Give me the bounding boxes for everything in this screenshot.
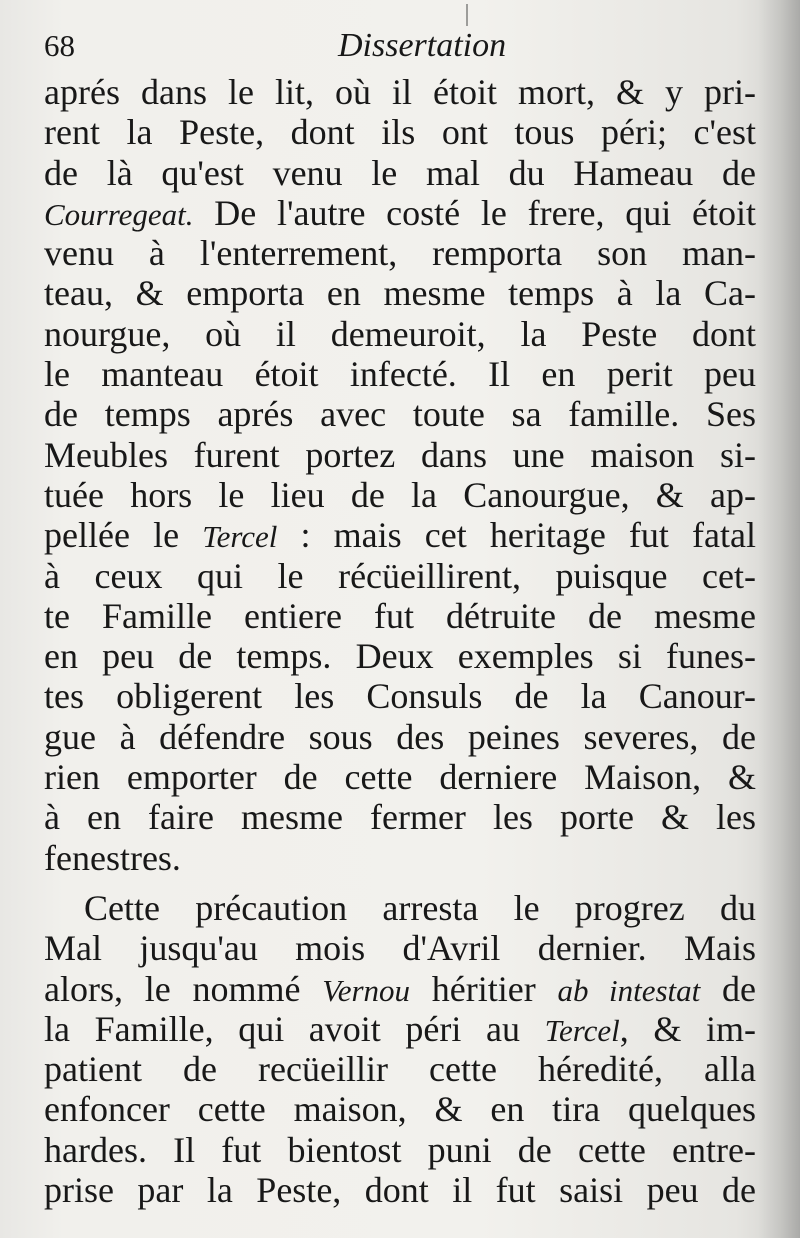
page-number: 68: [44, 28, 75, 63]
text-line: te Famille entiere fut détruite de mesme: [44, 595, 756, 636]
place-name-italic: Tercel: [544, 1012, 620, 1048]
text-line: rien emporter de cette derniere Maison, &: [44, 757, 756, 798]
text-run: pellée le: [44, 515, 203, 556]
text-line: venu à l'enterrement, remporta son man-: [44, 233, 756, 274]
text-run: alors, le nommé: [44, 968, 323, 1009]
text-line: Cette précaution arresta le progrez du: [84, 887, 756, 928]
text-run: De l'autre costé le frere, qui étoit: [193, 192, 756, 233]
text-line: à ceux qui le récüeillirent, puisque cet-: [44, 555, 756, 596]
text-line: rent la Peste, dont ils ont tous péri; c'est: [44, 112, 756, 153]
text-line: en peu de temps. Deux exemples si funes-: [44, 636, 756, 677]
text-line: tes obligerent les Consuls de la Canour-: [44, 676, 756, 717]
text-line: fenestres.: [44, 837, 181, 878]
text-line: hardes. Il fut bientost puni de cette entre-: [44, 1129, 756, 1170]
text-run: héritier: [410, 968, 558, 1009]
text-line: à en faire mesme fermer les porte & les: [44, 797, 756, 838]
text-line: [44, 193, 756, 233]
person-name-italic: Vernou: [322, 972, 411, 1008]
text-line: de temps aprés avec toute sa famille. Ses: [44, 394, 756, 435]
running-head: Dissertation: [338, 27, 507, 64]
paper-blemish: [466, 4, 468, 26]
text-line: Mal jusqu'au mois d'Avril dernier. Mais: [44, 928, 756, 969]
text-line: prise par la Peste, dont il fut saisi peu de: [44, 1170, 756, 1211]
text-line: nourgue, où il demeuroit, la Peste dont: [44, 313, 756, 354]
text-line: le manteau étoit infecté. Il en perit peu: [44, 354, 756, 395]
text-line: [44, 1009, 756, 1049]
text-line: [44, 969, 756, 1009]
gutter-shadow: [758, 0, 800, 1238]
place-name-italic: Courregeat.: [44, 196, 194, 232]
text-run: : mais cet heritage fut fatal: [277, 515, 756, 556]
body-text: [44, 72, 759, 1210]
page-header: [44, 26, 754, 74]
text-run: de: [700, 968, 756, 1009]
text-run: la Famille, qui avoit péri au: [44, 1008, 545, 1049]
text-line: Meubles furent portez dans une maison si-: [44, 434, 756, 475]
paragraph-gap: [44, 878, 759, 888]
text-line: gue à défendre sous des peines severes, de: [44, 716, 756, 757]
place-name-italic: Tercel: [202, 519, 278, 555]
text-line: aprés dans le lit, où il étoit mort, & y pri-: [44, 72, 756, 112]
text-line: [44, 515, 756, 555]
latin-phrase-italic: ab intestat: [557, 972, 701, 1008]
text-run: , & im-: [619, 1008, 756, 1049]
text-line: de là qu'est venu le mal du Hameau de: [44, 152, 756, 193]
text-line: tuée hors le lieu de la Canourgue, & ap-: [44, 474, 756, 515]
text-line: patient de recüeillir cette héredité, alla: [44, 1049, 756, 1090]
text-line: enfoncer cette maison, & en tira quelques: [44, 1089, 756, 1130]
text-line: teau, & emporta en mesme temps à la Ca-: [44, 273, 756, 314]
